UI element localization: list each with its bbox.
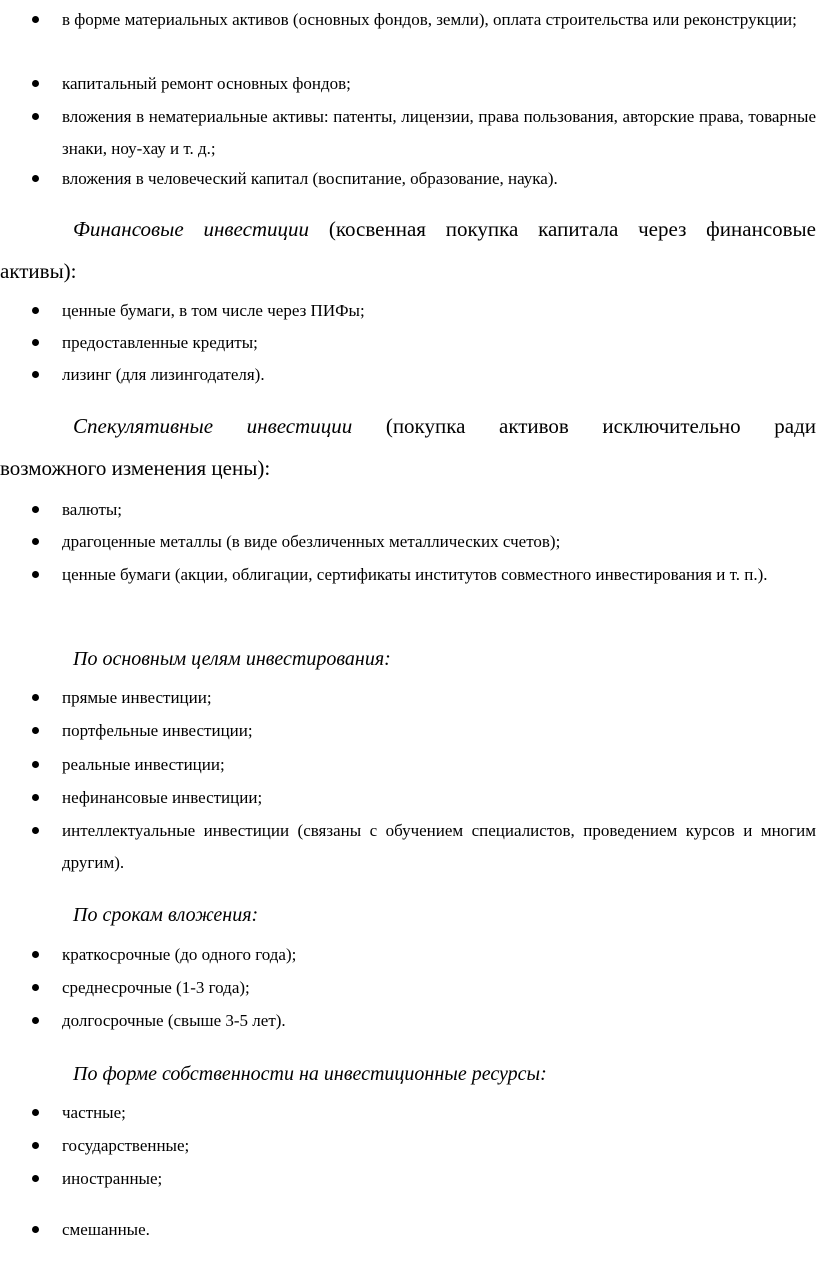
bullet-icon xyxy=(32,371,39,378)
section-heading-speculative xyxy=(0,405,816,489)
list-item-text: валюты; xyxy=(62,500,123,519)
bullet-icon xyxy=(32,571,39,578)
list-item-text: интеллектуальные инвестиции (связаны с обучением специалистов, проведением курсов и многим другим). xyxy=(62,821,816,872)
bullet-icon xyxy=(32,1142,39,1149)
bullet-icon xyxy=(32,694,39,701)
bullet-icon xyxy=(32,506,39,513)
list-item-text: ценные бумаги, в том числе через ПИФы; xyxy=(62,301,365,320)
list-item-text: долгосрочные (свыше 3-5 лет). xyxy=(62,1011,286,1030)
bullet-icon xyxy=(32,339,39,346)
heading-text-continued: активы): xyxy=(0,259,77,283)
list-item xyxy=(62,749,816,781)
bullet-icon xyxy=(32,761,39,768)
heading-text: (покупка активов исключительно ради xyxy=(352,414,816,438)
bullet-icon xyxy=(32,984,39,991)
list-item xyxy=(62,682,816,714)
list-item xyxy=(62,295,816,327)
list-item xyxy=(62,972,816,1004)
list-item xyxy=(62,1214,816,1246)
list-item xyxy=(62,939,816,971)
list-item-text: среднесрочные (1-3 года); xyxy=(62,978,250,997)
bullet-icon xyxy=(32,175,39,182)
list-item-text: государственные; xyxy=(62,1136,190,1155)
list-item xyxy=(62,68,816,100)
heading-term: Финансовые инвестиции xyxy=(73,217,310,241)
bullet-icon xyxy=(32,113,39,120)
list-item xyxy=(62,494,816,526)
list-item-text: вложения в человеческий капитал (воспитание, образование, наука). xyxy=(62,169,558,188)
list-item-text: в форме материальных активов (основных фондов, земли), оплата строительства или реконструкции; xyxy=(62,10,797,29)
list-item-text: нефинансовые инвестиции; xyxy=(62,788,263,807)
list-item-text: лизинг (для лизингодателя). xyxy=(62,365,265,384)
section-heading-financial xyxy=(0,208,816,292)
list-item-text: смешанные. xyxy=(62,1220,150,1239)
list-item xyxy=(62,163,816,195)
list-item-text: портфельные инвестиции; xyxy=(62,721,253,740)
heading-text: (косвенная покупка капитала через финансовые xyxy=(309,217,816,241)
bullet-icon xyxy=(32,307,39,314)
subsection-heading-terms: По срокам вложения: xyxy=(73,904,259,926)
list-item xyxy=(62,1005,816,1037)
list-item-text: частные; xyxy=(62,1103,126,1122)
list-item xyxy=(62,101,816,165)
list-item-text: краткосрочные (до одного года); xyxy=(62,945,297,964)
list-item xyxy=(62,4,816,36)
list-item xyxy=(62,359,816,391)
list-item-text: ценные бумаги (акции, облигации, сертификаты институтов совместного инвестирования и т. п.). xyxy=(62,565,768,584)
heading-text-continued: возможного изменения цены): xyxy=(0,456,271,480)
list-item xyxy=(62,1130,816,1162)
list-item xyxy=(62,1097,816,1129)
subsection-heading-goals: По основным целям инвестирования: xyxy=(73,648,391,670)
bullet-icon xyxy=(32,80,39,87)
list-item xyxy=(62,327,816,359)
list-item xyxy=(62,782,816,814)
bullet-icon xyxy=(32,727,39,734)
bullet-icon xyxy=(32,1226,39,1233)
list-item xyxy=(62,815,816,879)
bullet-icon xyxy=(32,1017,39,1024)
list-item xyxy=(62,1163,816,1195)
heading-term: Спекулятивные инвестиции xyxy=(73,414,353,438)
list-item xyxy=(62,559,816,591)
list-item-text: предоставленные кредиты; xyxy=(62,333,258,352)
list-item xyxy=(62,526,816,558)
subsection-heading-ownership: По форме собственности на инвестиционные ресурсы: xyxy=(73,1063,547,1085)
bullet-icon xyxy=(32,951,39,958)
bullet-icon xyxy=(32,1175,39,1182)
bullet-icon xyxy=(32,538,39,545)
list-item-text: вложения в нематериальные активы: патенты, лицензии, права пользования, авторские права, товарные знаки, ноу-хау и т. д.; xyxy=(62,107,816,158)
bullet-icon xyxy=(32,794,39,801)
list-item-text: иностранные; xyxy=(62,1169,163,1188)
list-item xyxy=(62,715,816,747)
list-item-text: реальные инвестиции; xyxy=(62,755,225,774)
bullet-icon xyxy=(32,1109,39,1116)
bullet-icon xyxy=(32,827,39,834)
list-item-text: прямые инвестиции; xyxy=(62,688,212,707)
list-item-text: драгоценные металлы (в виде обезличенных металлических счетов); xyxy=(62,532,561,551)
list-item-text: капитальный ремонт основных фондов; xyxy=(62,74,351,93)
bullet-icon xyxy=(32,16,39,23)
